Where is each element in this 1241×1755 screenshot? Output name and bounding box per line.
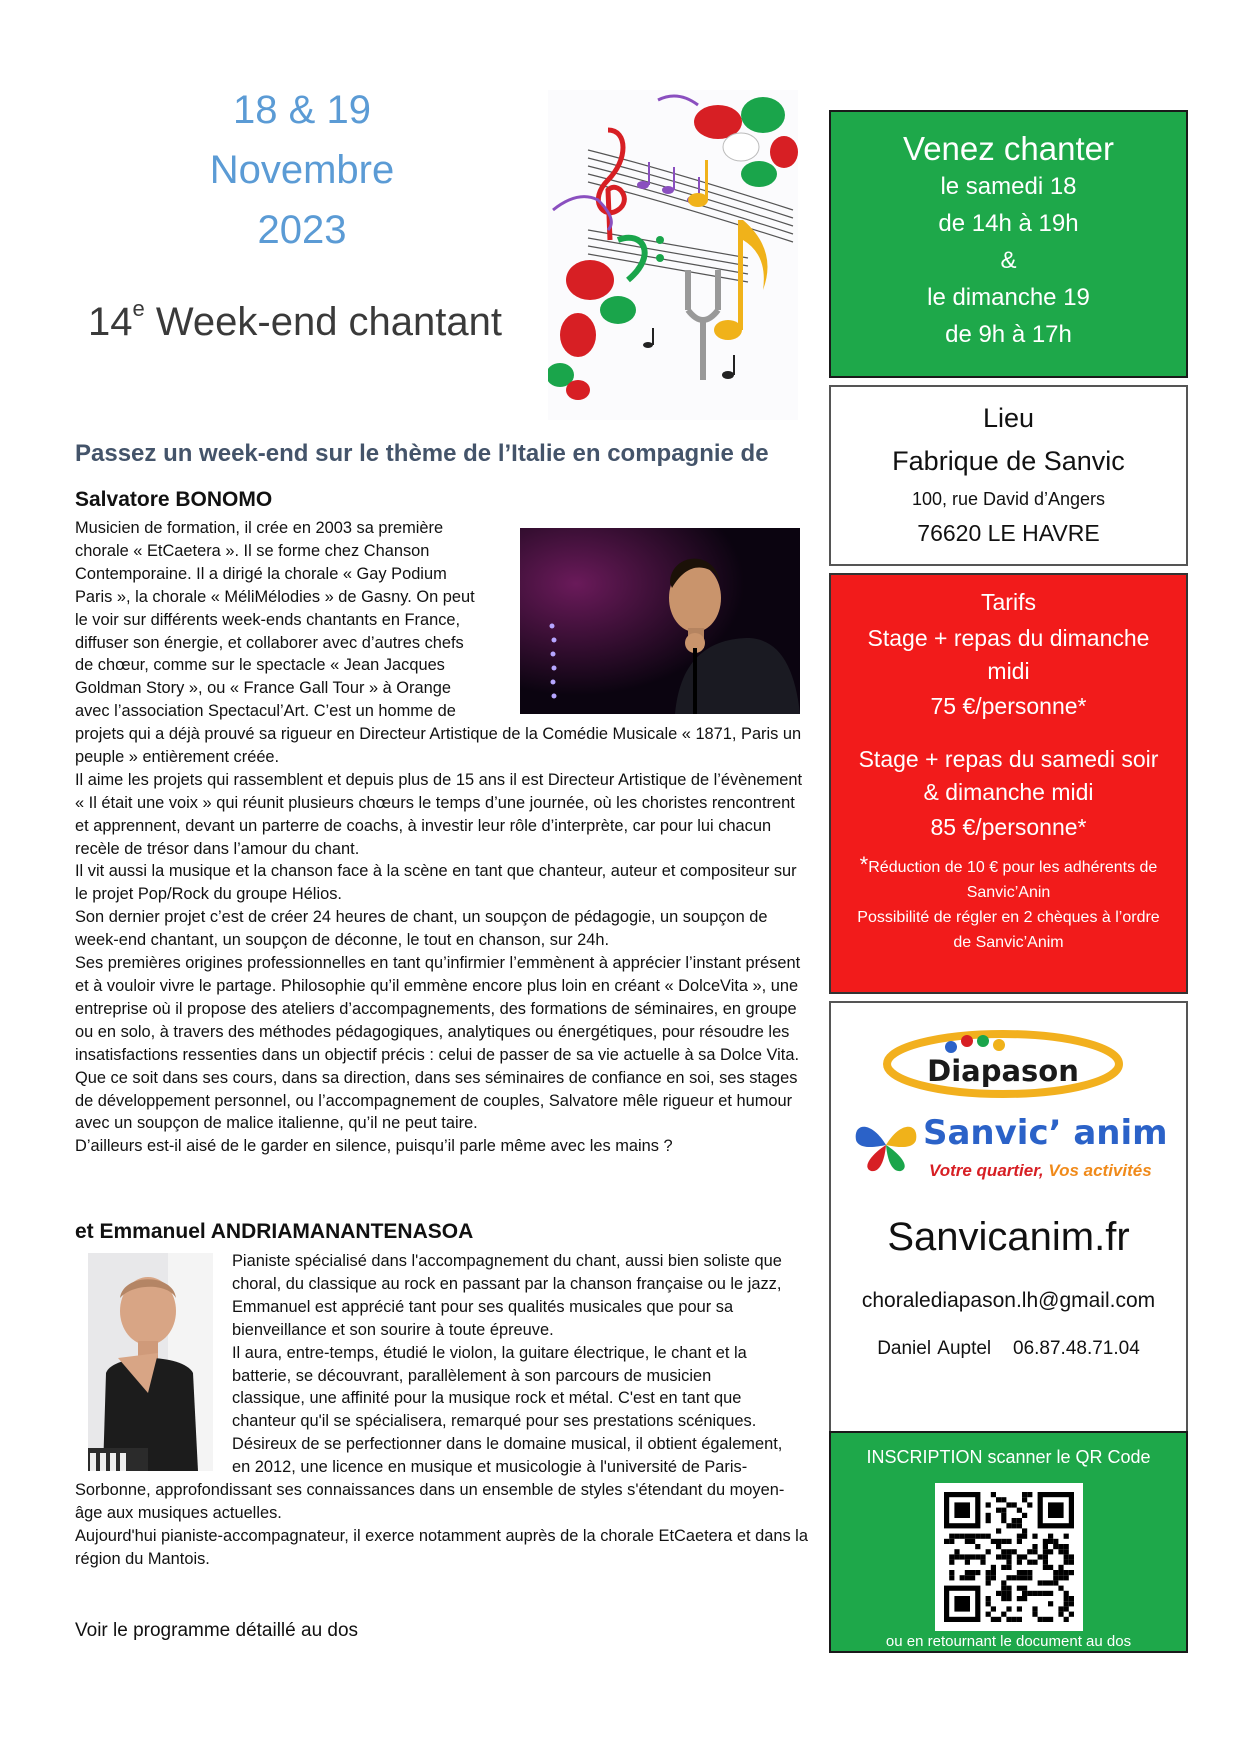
date-month: Novembre — [209, 148, 395, 192]
emmanuel-name: et Emmanuel ANDRIAMANANTENASOA — [75, 1220, 474, 1243]
bio-line: diffuser son énergie, et collaborer avec d’autres chefs — [75, 633, 464, 652]
program-note: Voir le programme détaillé au dos — [75, 1620, 359, 1641]
discount-note: Sanvic’Anin — [966, 884, 1051, 901]
date-days: 18 & 19 — [233, 88, 371, 132]
weekend-title: 14e Week-end chantant — [88, 296, 503, 344]
pianist-photo — [88, 1253, 213, 1471]
venue-city: 76620 LE HAVRE — [917, 520, 1100, 546]
partners-box — [829, 1001, 1188, 1437]
bio-paragraph: projets qui a déjà prouvé sa rigueur en Directeur Artistique de la Comédie Musicale « 1871, Paris un peuple » entièrement créée. — [75, 725, 802, 766]
bio-line: le voir sur différents week-ends chantants en France, — [75, 610, 461, 629]
pricing-box — [829, 573, 1188, 994]
bio-paragraph: Ses premières origines professionnelles en tant qu’infirmier l’emmènent à apprécier l’instant présent et à vouloir vivre le partage. Philosophie qu’il emmène encore plus loin en créant « DolceVita », une entreprise où il propose des ateliers d’accompagnements, des formations de séminaires, en groupe ou en solo, à travers des méthodes pédagogiques, analytiques ou énergétiques, pour résoudre les insatisfactions ressenties dans un objectif précis : celui de passer de sa vie actuelle à sa Dolce Vita. Que ce soit dans ses cours, dans sa direction, dans ses séminaires de confiance en soi, ses stages de développement personnel, ou l’accompagnement de couples, Salvatore mêle rigueur et humour avec un soupçon de malice italienne, qu’il ne peut taire. — [75, 954, 801, 1133]
website-link[interactable]: Sanvicanim.fr — [887, 1215, 1130, 1259]
bio-line: Désireux de se perfectionner dans le domaine musical, il obtient également, — [232, 1435, 783, 1454]
salvatore-bio-full — [75, 723, 810, 1158]
email-link[interactable]: choralediapason.lh@gmail.com — [861, 1289, 1156, 1312]
bio-line: Pianiste spécialisé dans l'accompagnement du chant, aussi bien soliste que — [232, 1252, 782, 1270]
bio-line: Musicien de formation, il crée en 2003 sa première — [75, 519, 444, 537]
bio-line: bienveillance et son sourire à toute épreuve. — [232, 1320, 554, 1339]
bio-paragraph: Sorbonne, approfondissant ses connaissances dans un ensemble de styles s'étendant du moyen-âge aux musiques actuelles. — [75, 1481, 785, 1522]
bio-line: de chœur, comme sur le spectacle « Jean Jacques — [75, 656, 445, 675]
contact-line: Daniel Auptel 06.87.48.71.04 — [877, 1338, 1140, 1359]
venue-name: Fabrique de Sanvic — [892, 446, 1125, 476]
bio-paragraph: D’ailleurs est-il aisé de le garder en silence, puisqu’il parle même avec les mains ? — [75, 1137, 673, 1156]
offer1-line: midi — [987, 658, 1030, 684]
theme-heading: Passez un week-end sur le thème de l’Italie en compagnie de — [75, 440, 769, 467]
schedule-line: de 14h à 19h — [938, 210, 1079, 237]
offer2-line: Stage + repas du samedi soir — [858, 746, 1159, 772]
music-notes-illustration — [548, 90, 798, 420]
bio-line: choral, du classique au rock en passant par la chanson française ou le jazz, — [232, 1274, 782, 1293]
pricing-title: Tarifs — [981, 589, 1036, 615]
date-year: 2023 — [257, 208, 347, 252]
payment-note: de Sanvic’Anim — [953, 934, 1064, 951]
salvatore-name: Salvatore BONOMO — [75, 488, 273, 511]
discount-note: *Réduction de 10 € pour les adhérents de — [859, 852, 1158, 877]
registration-box — [829, 1431, 1188, 1653]
registration-footer: ou en retournant le document au dos — [885, 1633, 1132, 1650]
schedule-title: Venez chanter — [903, 130, 1114, 167]
venue-title: Lieu — [982, 403, 1035, 433]
bio-line: chanteur qu'il se spécialisera, remarqué pour ses prestations scéniques. — [232, 1412, 757, 1431]
schedule-box — [829, 110, 1188, 378]
schedule-line: & — [1000, 247, 1017, 274]
bio-line: en 2012, une licence en musique et musicologie à l'université de Paris- — [232, 1458, 748, 1477]
bio-line: batterie, se découvrant, parallèlement à son parcours de musicien — [232, 1366, 712, 1385]
bio-line: Contemporaine. Il a dirigé la chorale « Gay Podium — [75, 564, 447, 583]
offer2-line: & dimanche midi — [923, 779, 1094, 805]
bio-line: classique, une affinité pour la musique rock et métal. C'est en tant que — [232, 1389, 742, 1408]
bio-line: Paris », la chorale « MéliMélodies » de Gasny. On peut — [75, 587, 475, 606]
schedule-line: de 9h à 17h — [945, 321, 1072, 348]
emmanuel-bio-wrap — [232, 1250, 822, 1479]
offer1-line: Stage + repas du dimanche — [867, 625, 1150, 651]
bio-line: Il aura, entre-temps, étudié le violon, la guitare électrique, le chant et la — [232, 1343, 747, 1362]
diapason-logo: Diapason — [883, 1029, 1123, 1099]
qr-code[interactable] — [935, 1483, 1083, 1631]
schedule-line: le samedi 18 — [940, 173, 1077, 200]
bio-paragraph: Son dernier projet c’est de créer 24 heures de chant, un soupçon de pédagogie, un soupçon de week-end chantant, un soupçon de déconne, le tout en chanson, sur 24h. — [75, 908, 768, 950]
bio-paragraph: Aujourd'hui pianiste-accompagnateur, il exerce notamment auprès de la chorale EtCaetera et dans la région du Mantois. — [75, 1526, 808, 1568]
schedule-line: le dimanche 19 — [927, 284, 1090, 311]
butterfly-icon — [851, 1115, 921, 1175]
sanvic-anim-logo: Sanvic’ anim — [923, 1113, 1168, 1153]
sanvic-tagline: Votre quartier, Vos activités — [929, 1161, 1152, 1180]
emmanuel-bio-full — [75, 1479, 810, 1571]
bio-paragraph: Il vit aussi la musique et la chanson face à la scène en tant que chanteur, auteur et compositeur sur le projet Pop/Rock du groupe Hélios. — [75, 862, 797, 904]
bio-line: chorale « EtCaetera ». Il se forme chez Chanson — [75, 541, 430, 560]
registration-title: INSCRIPTION scanner le QR Code — [866, 1447, 1151, 1467]
bio-paragraph: Il aime les projets qui rassemblent et depuis plus de 15 ans il est Directeur Artistique de l’évènement « Il était une voix » qui réunit plusieurs chœurs le temps d’une journée, où les choristes rencontrent et apprennent, devant un parterre de coachs, à investir leur rôle d’interprète, car pour lui chacun recèle de trésor dans l’amour du chant. — [75, 770, 803, 858]
offer2-price: 85 €/personne* — [930, 814, 1087, 840]
venue-box — [829, 385, 1188, 566]
offer1-price: 75 €/personne* — [930, 693, 1087, 719]
payment-note: Possibilité de régler en 2 chèques à l’ordre — [857, 909, 1160, 926]
bio-line: Emmanuel est apprécié tant pour ses qualités musicales que pour sa — [232, 1297, 734, 1316]
singer-photo — [520, 528, 800, 714]
bio-line: Goldman Story », ou « France Gall Tour » à Orange — [75, 679, 451, 698]
bio-line: avec l’association Spectacul’Art. C’est un homme de — [75, 702, 456, 721]
venue-street: 100, rue David d’Angers — [911, 489, 1106, 509]
salvatore-bio-wrap — [75, 517, 515, 723]
